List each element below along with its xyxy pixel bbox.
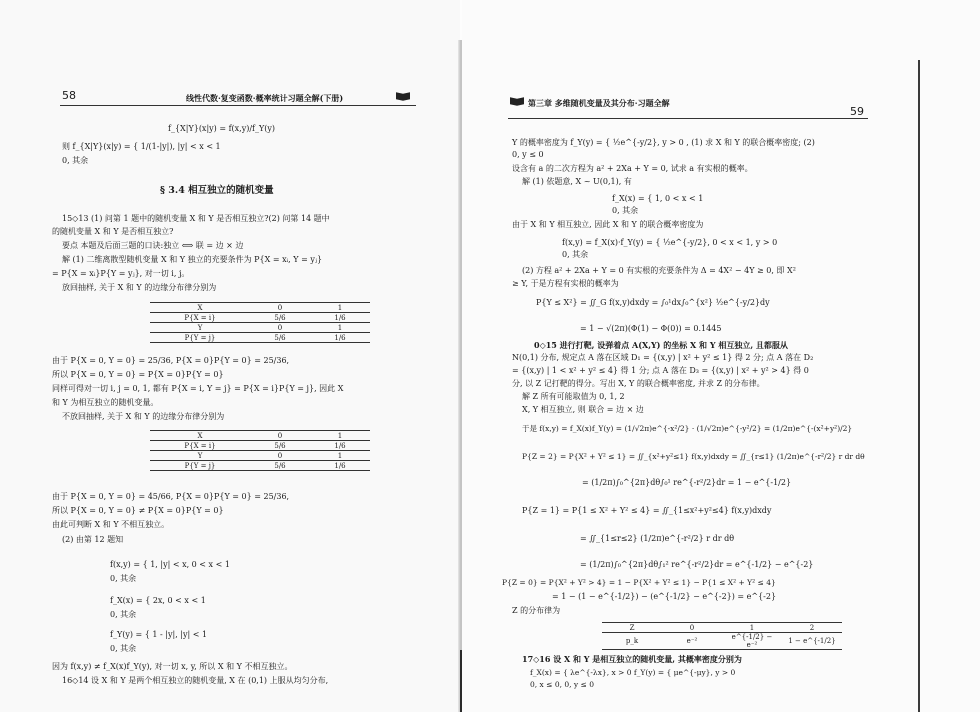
left-page xyxy=(0,0,460,712)
text-line: 16◇14 设 X 和 Y 是两个相互独立的随机变量, X 在 (0,1) 上服从均匀分布, xyxy=(62,676,329,685)
table-cell: e^{-1/2} − e⁻² xyxy=(722,633,782,650)
header-rule-right xyxy=(508,118,868,119)
table-cell: 1/6 xyxy=(310,461,370,471)
table-cell: e⁻² xyxy=(662,633,722,650)
text-line: 0, 其余 xyxy=(110,574,137,583)
text-line: 0, x ≤ 0, 0, y ≤ 0 xyxy=(530,680,594,689)
text-line: 由于 P{X = 0, Y = 0} = 45/66, P{X = 0}P{Y = 0} = 25/36, xyxy=(52,492,290,501)
page-edge-line xyxy=(918,60,920,712)
page-number-left: 58 xyxy=(62,89,76,102)
text-line: P{Z = 1} = P{1 ≤ X² + Y² ≤ 4} = ∬_{1≤x²+y²≤4} f(x,y)dxdy xyxy=(522,506,772,515)
table-cell: 1/6 xyxy=(310,313,370,323)
table-cell: p_k xyxy=(602,633,662,650)
text-line: P{Y ≤ X²} = ∬_G f(x,y)dxdy = ∫₀¹dx∫₀^{x²} ½e^{-y/2}dy xyxy=(536,298,770,307)
table-cell: Y xyxy=(150,323,250,333)
text-line: 由此可判断 X 和 Y 不相互独立。 xyxy=(52,520,170,529)
book-icon xyxy=(510,97,524,106)
text-line: 解 Z 所有可能取值为 0, 1, 2 xyxy=(522,392,625,401)
text-line: 设含有 a 的二次方程为 a² + 2Xa + Y = 0, 试求 a 有实根的概率。 xyxy=(512,164,753,173)
table-cell: X xyxy=(150,303,250,313)
text-line: X, Y 相互独立, 则 联合 = 边 × 边 xyxy=(522,405,644,414)
text-line: 由于 X 和 Y 相互独立, 因此 X 和 Y 的联合概率密度为 xyxy=(512,220,704,229)
table-cell: Z xyxy=(602,623,662,633)
table-cell: P{Y = j} xyxy=(150,461,250,471)
book-icon xyxy=(396,92,410,101)
table-cell: 1 xyxy=(310,303,370,313)
text-line: 的随机变量 X 和 Y 是否相互独立? xyxy=(52,227,174,236)
text-line: 解 (1) 二维离散型随机变量 X 和 Y 独立的充要条件为 P{X = xᵢ, Y = yⱼ} xyxy=(62,255,323,264)
table-cell: X xyxy=(150,431,250,441)
text-line: (2) 由第 12 题知 xyxy=(62,535,124,544)
table-cell: 5/6 xyxy=(250,461,310,471)
text-line: 由于 P{X = 0, Y = 0} = 25/36, P{X = 0}P{Y = 0} = 25/36, xyxy=(52,356,290,365)
table-cell: 0 xyxy=(662,623,722,633)
table-cell: 1 xyxy=(310,323,370,333)
table-cell: 0 xyxy=(250,451,310,461)
table-cell: 0 xyxy=(250,431,310,441)
text-line: = 1 − (1 − e^{-1/2}) − (e^{-1/2} − e^{-2}) = e^{-2} xyxy=(552,592,777,601)
text-line: 分, 以 Z 记打靶的得分。写出 X, Y 的联合概率密度, 并求 Z 的分布律。 xyxy=(512,379,765,388)
text-line: 要点 本题及后面三题的口诀:独立 ⟺ 联 = 边 × 边 xyxy=(62,241,244,250)
text-line: 所以 P{X = 0, Y = 0} ≠ P{X = 0}P{Y = 0} xyxy=(52,506,224,515)
text-line: P{Z = 2} = P{X² + Y² ≤ 1} = ∬_{x²+y²≤1} f(x,y)dxdy = ∬_{r≤1} (1/2π)e^{-r²/2} r dr dθ xyxy=(522,452,865,461)
text-line: 因为 f(x,y) ≠ f_X(x)f_Y(y), 对一切 x, y, 所以 X 和 Y 不相互独立。 xyxy=(52,662,293,671)
text-line: f_{X|Y}(x|y) = f(x,y)/f_Y(y) xyxy=(168,124,276,133)
table-cell: 5/6 xyxy=(250,441,310,451)
running-header-left: 线性代数·复变函数·概率统计习题全解(下册) xyxy=(186,93,344,103)
text-line: 0, 其余 xyxy=(612,206,639,215)
text-line: 放回抽样, 关于 X 和 Y 的边缘分布律分别为 xyxy=(62,283,217,292)
table-cell: 1 xyxy=(310,451,370,461)
text-line: f(x,y) = { 1, |y| < x, 0 < x < 1 xyxy=(110,560,230,569)
table-cell: 1/6 xyxy=(310,441,370,451)
text-line: = P{X = xᵢ}P{Y = yⱼ}, 对一切 i, j。 xyxy=(52,269,190,278)
problem-heading: 0◇15 进行打靶, 设弹着点 A(X,Y) 的坐标 X 和 Y 相互独立, 且都服从 xyxy=(534,340,788,350)
z-distribution-table xyxy=(602,622,842,650)
table-cell: P{X = i} xyxy=(150,441,250,451)
problem-heading: 17◇16 设 X 和 Y 是相互独立的随机变量, 其概率密度分别为 xyxy=(522,654,742,664)
text-line: 不放回抽样, 关于 X 和 Y 的边缘分布律分别为 xyxy=(62,412,225,421)
section-title: § 3.4 相互独立的随机变量 xyxy=(160,185,274,196)
text-line: = {(x,y) | 1 < x² + y² ≤ 4} 得 1 分; 点 A 落在 D₃ = {(x,y) | x² + y² > 4} 得 0 xyxy=(512,366,809,375)
text-line: = (1/2π)∫₀^{2π}dθ∫₁² re^{-r²/2}dr = e^{-1/2} − e^{-2} xyxy=(580,560,814,569)
text-line: = ∬_{1≤r≤2} (1/2π)e^{-r²/2} r dr dθ xyxy=(580,534,735,543)
text-line: f_X(x) = { λe^{-λx}, x > 0 f_Y(y) = { μe^{-μy}, y > 0 xyxy=(530,668,736,677)
table-cell: 2 xyxy=(782,623,842,633)
text-line: 则 f_{X|Y}(x|y) = { 1/(1-|y|), |y| < x < 1 xyxy=(62,142,221,151)
marginal-table-with-replacement xyxy=(150,302,370,343)
table-cell: 1 xyxy=(722,623,782,633)
table-cell: 1 xyxy=(310,431,370,441)
text-line: 于是 f(x,y) = f_X(x)f_Y(y) = (1/√2π)e^{-x²/2} · (1/√2π)e^{-y²/2} = (1/2π)e^{-(x²+y²)/2} xyxy=(522,424,853,433)
text-line: 0, 其余 xyxy=(110,644,137,653)
text-line: f_X(x) = { 2x, 0 < x < 1 xyxy=(110,596,206,605)
text-line: Z 的分布律为 xyxy=(512,606,561,615)
text-line: 0, 其余 xyxy=(562,250,589,259)
table-cell: Y xyxy=(150,451,250,461)
marginal-table-without-replacement xyxy=(150,430,370,471)
table-cell: 0 xyxy=(250,323,310,333)
page-number-right: 59 xyxy=(850,105,864,118)
table-cell: 0 xyxy=(250,303,310,313)
header-rule-left xyxy=(60,105,416,106)
text-line: 解 (1) 依题意, X ~ U(0,1), 有 xyxy=(522,177,632,186)
right-page xyxy=(462,0,980,712)
text-line: P{Z = 0} = P{X² + Y² > 4} = 1 − P{X² + Y² ≤ 1} − P{1 ≤ X² + Y² ≤ 4} xyxy=(502,578,776,587)
text-line: = (1/2π)∫₀^{2π}dθ∫₀¹ re^{-r²/2}dr = 1 − e^{-1/2} xyxy=(582,478,792,487)
text-line: N(0,1) 分布, 规定点 A 落在区域 D₁ = {(x,y) | x² + y² ≤ 1} 得 2 分; 点 A 落在 D₂ xyxy=(512,353,814,362)
text-line: 和 Y 为相互独立的随机变量。 xyxy=(52,398,159,407)
text-line: 15◇13 (1) 问第 1 题中的随机变量 X 和 Y 是否相互独立?(2) 问第 14 题中 xyxy=(62,214,330,223)
text-line: 0, 其余 xyxy=(110,610,137,619)
text-line: 0, 其余 xyxy=(62,156,89,165)
text-line: f_Y(y) = { 1 - |y|, |y| < 1 xyxy=(110,630,208,639)
text-line: (2) 方程 a² + 2Xa + Y = 0 有实根的充要条件为 Δ = 4X² − 4Y ≥ 0, 即 X² xyxy=(522,266,796,275)
text-line: 所以 P{X = 0, Y = 0} = P{X = 0}P{Y = 0} xyxy=(52,370,224,379)
text-line: f_X(x) = { 1, 0 < x < 1 xyxy=(612,194,704,203)
table-cell: 5/6 xyxy=(250,333,310,343)
running-header-right: 第三章 多维随机变量及其分布·习题全解 xyxy=(528,98,670,108)
table-cell: P{Y = j} xyxy=(150,333,250,343)
table-cell: 1/6 xyxy=(310,333,370,343)
text-line: 0, y ≤ 0 xyxy=(512,150,544,159)
text-line: = 1 − √(2π)(Φ(1) − Φ(0)) = 0.1445 xyxy=(580,324,722,333)
text-line: f(x,y) = f_X(x)·f_Y(y) = { ½e^{-y/2}, 0 < x < 1, y > 0 xyxy=(562,238,778,247)
table-cell: 1 − e^{-1/2} xyxy=(782,633,842,650)
text-line: Y 的概率密度为 f_Y(y) = { ½e^{-y/2}, y > 0 , (1) 求 X 和 Y 的联合概率密度; (2) xyxy=(512,138,815,147)
table-cell: P{X = i} xyxy=(150,313,250,323)
table-cell: 5/6 xyxy=(250,313,310,323)
text-line: ≥ Y, 于是方程有实根的概率为 xyxy=(512,279,619,288)
text-line: 同样可得对一切 i, j = 0, 1, 都有 P{X = i, Y = j} = P{X = i}P{Y = j}, 因此 X xyxy=(52,384,344,393)
